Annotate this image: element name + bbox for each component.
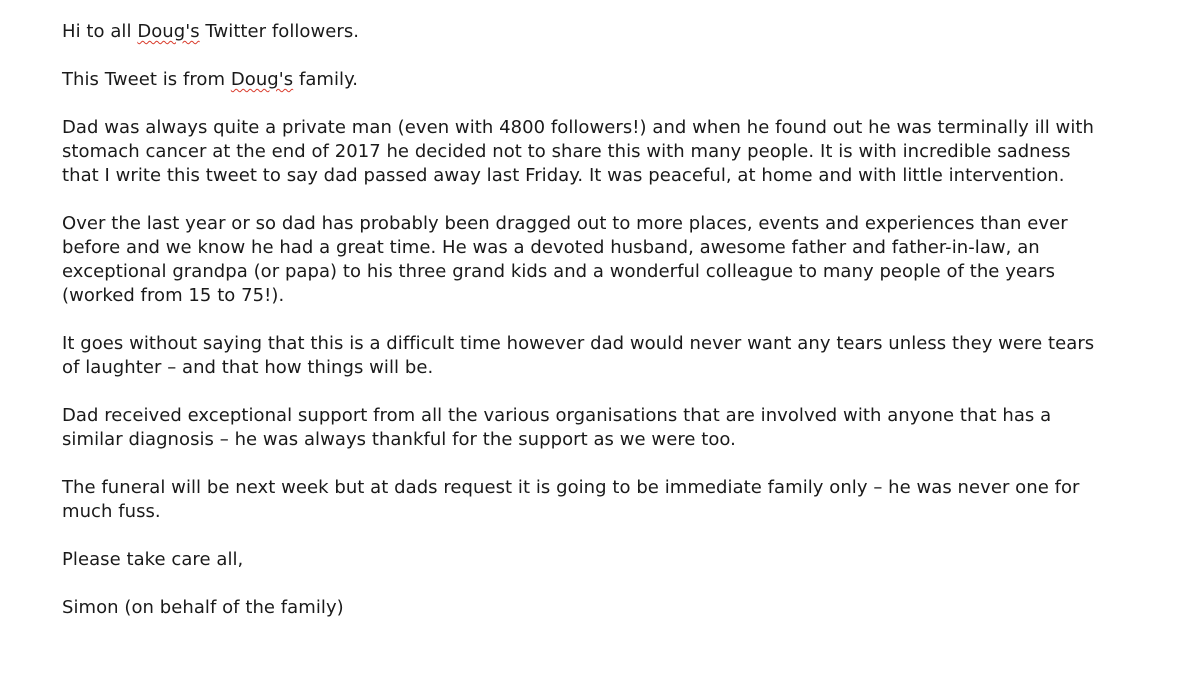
text-run: of laughter – and that how things will be.	[62, 357, 434, 378]
paragraph	[62, 404, 1162, 452]
text-line	[62, 428, 1162, 452]
text-run: similar diagnosis – he was always thankful for the support as we were too.	[62, 429, 736, 450]
text-run: Over the last year or so dad has probably been dragged out to more places, events and experiences than ever	[62, 213, 1068, 234]
text-run: Simon (on behalf of the family)	[62, 597, 344, 618]
misspelled-word: Doug's	[137, 21, 200, 42]
text-run: family.	[293, 69, 359, 90]
text-line	[62, 596, 1162, 620]
text-run: exceptional grandpa (or papa) to his three grand kids and a wonderful colleague to many people of the years	[62, 261, 1055, 282]
text-line	[62, 476, 1162, 500]
text-run: Twitter followers.	[199, 21, 360, 42]
text-run: (worked from 15 to 75!).	[62, 285, 285, 306]
text-run: that I write this tweet to say dad passed away last Friday. It was peaceful, at home and with little intervention.	[62, 165, 1065, 186]
paragraph	[62, 476, 1162, 524]
text-run: The funeral will be next week but at dads request it is going to be immediate family only – he was never one for	[62, 477, 1080, 498]
text-line	[62, 284, 1162, 308]
paragraph	[62, 68, 1162, 92]
text-run: before and we know he had a great time. He was a devoted husband, awesome father and father-in-law, an	[62, 237, 1040, 258]
text-line	[62, 212, 1162, 236]
text-run: This Tweet is from	[62, 69, 231, 90]
text-line	[62, 236, 1162, 260]
paragraph	[62, 596, 1162, 620]
paragraph	[62, 332, 1162, 380]
text-run: stomach cancer at the end of 2017 he decided not to share this with many people. It is with incredible sadness	[62, 141, 1071, 162]
paragraph	[62, 212, 1162, 308]
text-line	[62, 356, 1162, 380]
text-line	[62, 68, 1162, 92]
text-line	[62, 260, 1162, 284]
paragraph	[62, 116, 1162, 188]
paragraph	[62, 20, 1162, 44]
text-run: much fuss.	[62, 501, 161, 522]
text-run: Dad received exceptional support from all the various organisations that are involved with anyone that has a	[62, 405, 1052, 426]
text-line	[62, 404, 1162, 428]
text-run: It goes without saying that this is a difficult time however dad would never want any tears unless they were tears	[62, 333, 1095, 354]
text-line	[62, 140, 1162, 164]
misspelled-word: Doug's	[230, 69, 294, 90]
text-run: Please take care all,	[62, 549, 244, 570]
text-line	[62, 20, 1162, 44]
text-line	[62, 164, 1162, 188]
text-run: Dad was always quite a private man (even with 4800 followers!) and when he found out he was terminally ill with	[62, 117, 1094, 138]
text-line	[62, 332, 1162, 356]
paragraph	[62, 548, 1162, 572]
text-line	[62, 548, 1162, 572]
document-body	[62, 20, 1162, 644]
text-line	[62, 500, 1162, 524]
text-run: Hi to all	[62, 21, 138, 42]
text-line	[62, 116, 1162, 140]
